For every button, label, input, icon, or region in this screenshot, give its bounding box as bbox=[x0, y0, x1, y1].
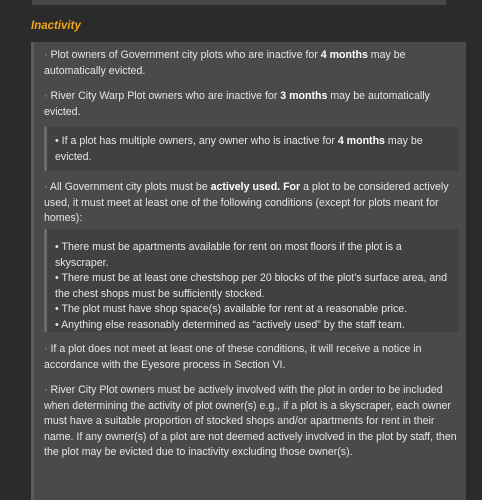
condition-item bbox=[55, 318, 450, 334]
rule-emphasis: 4 months bbox=[320, 49, 368, 61]
rule-text: River City Plot owners must be actively involved with the plot in order to be included when determining the activity of plot owner(s) e.g., if a plot is a skyscraper, each owner must have a suitable proportion of stocked shops and/or apartments for rent in their name. If any owner(s) of a plot are not deemed actively involved in the plot by staff, then the plot may be evicted due to inactivity excluding those owner(s). bbox=[44, 384, 457, 459]
quote-emphasis: 4 months bbox=[337, 135, 385, 147]
blockquote-multiple-owners bbox=[44, 127, 458, 171]
bullet-marker: · bbox=[44, 90, 48, 102]
bullet-marker: • bbox=[55, 241, 59, 253]
rule-text: All Government city plots must be bbox=[49, 181, 211, 193]
rule-emphasis: 3 months bbox=[280, 90, 328, 102]
bullet-marker: • bbox=[55, 135, 59, 147]
rule-text: may be automatically evicted. bbox=[44, 90, 430, 118]
bullet-marker: • bbox=[55, 318, 59, 331]
rules-panel bbox=[31, 42, 466, 500]
blockquote-conditions bbox=[44, 229, 458, 332]
rule-text: a plot to be considered actively used, it must meet at least one of the following conditions (except for plots meant for homes): bbox=[44, 181, 449, 225]
top-divider bbox=[32, 0, 446, 5]
condition-item bbox=[55, 271, 450, 302]
bullet-marker: · bbox=[44, 181, 48, 193]
rule-emphasis: For bbox=[283, 181, 301, 193]
condition-text: Anything else reasonably determined as “actively used” by the staff team. bbox=[61, 318, 405, 331]
rule-text: If a plot does not meet at least one of these conditions, it will receive a notice in accordance with the Eyesore process in Section VI. bbox=[44, 343, 422, 371]
quote-text: may be evicted. bbox=[55, 135, 423, 163]
condition-item bbox=[55, 302, 450, 318]
rule-text: Plot owners of Government city plots who are inactive for bbox=[50, 49, 321, 61]
rule-text: may be automatically evicted. bbox=[44, 49, 406, 77]
condition-text: There must be apartments available for rent on most floors if the plot is a skyscraper. bbox=[55, 241, 402, 269]
rule-text: River City Warp Plot owners who are inactive for bbox=[50, 90, 281, 102]
rule-paragraph-5 bbox=[44, 383, 459, 461]
bullet-marker: · bbox=[44, 49, 48, 61]
bullet-marker: • bbox=[55, 303, 59, 316]
bullet-marker: · bbox=[44, 384, 48, 396]
rule-paragraph-1 bbox=[44, 48, 459, 79]
condition-text: The plot must have shop space(s) available for rent at a reasonable price. bbox=[61, 303, 408, 316]
rule-paragraph-3 bbox=[44, 180, 459, 227]
rule-paragraph-4 bbox=[44, 342, 459, 373]
bullet-marker: · bbox=[44, 343, 48, 355]
section-heading: Inactivity bbox=[31, 20, 81, 32]
quote-text: If a plot has multiple owners, any owner who is inactive for bbox=[61, 135, 338, 147]
rule-paragraph-2 bbox=[44, 89, 459, 120]
condition-text: There must be at least one chestshop per 20 blocks of the plot’s surface area, and the chest shops must be sufficiently stocked. bbox=[55, 272, 448, 300]
bullet-marker: • bbox=[55, 272, 59, 285]
rule-emphasis: actively used. bbox=[210, 181, 281, 193]
condition-item bbox=[55, 240, 450, 271]
